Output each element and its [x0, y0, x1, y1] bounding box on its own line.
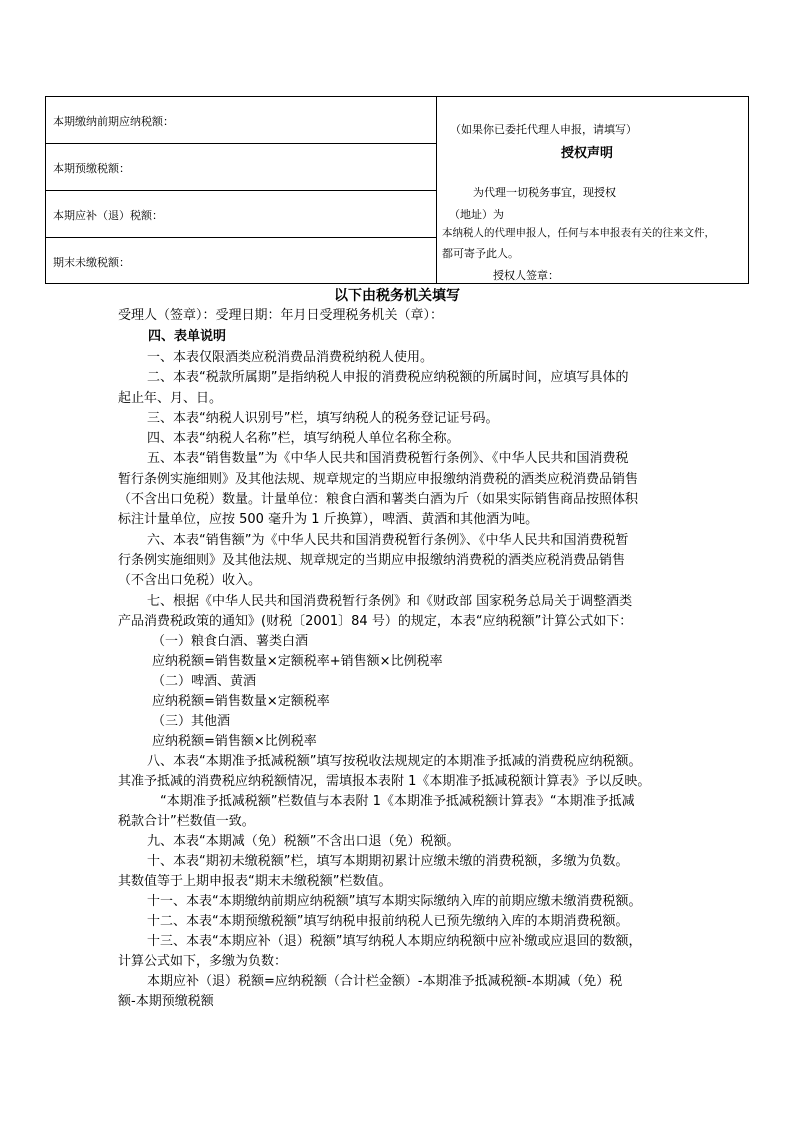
instruction-line: （一）粮食白酒、薯类白酒: [152, 634, 309, 649]
instruction-line: 六、本表“销售额”为《中华人民共和国消费税暂行条例》、《中华人民共和国消费税暂: [147, 533, 629, 548]
form-row-prior-period-tax: [46, 97, 436, 144]
form-row-unpaid-tax-end: [46, 238, 436, 284]
instruction-line: 八、本表“本期准予抵减税额”填写按税收法规规定的本期准予抵减的消费税应纳税额。: [147, 754, 642, 769]
instruction-line: （二）啤酒、黄酒: [152, 674, 257, 689]
instruction-line: 计算公式如下，多缴为负数：: [118, 954, 288, 969]
authorizer-signature-label: 授权人签章：: [493, 269, 559, 282]
instruction-line: 三、本表“纳税人识别号”栏，填写纳税人的税务登记证号码。: [147, 411, 499, 426]
authorization-address: （地址）为: [449, 208, 504, 221]
instruction-line: 二、本表“税款所属期”是指纳税人申报的消费税应纳税额的所属时间，应填写具体的: [147, 370, 629, 385]
instruction-line: 其数值等于上期申报表“期末未缴税额”栏数值。: [118, 874, 392, 889]
instruction-line: 行条例实施细则》及其他法规、规章规定的当期应申报缴纳消费税的酒类应税消费品销售: [118, 553, 626, 568]
instruction-line: （不含出口免税）收入。: [118, 573, 262, 588]
instruction-line: 十三、本表“本期应补（退）税额”填写纳税人本期应纳税额中应补缴或应退回的数额，: [147, 934, 642, 949]
instruction-line: 七、根据《中华人民共和国消费税暂行条例》和《财政部 国家税务总局关于调整酒类: [147, 594, 633, 609]
form-row-label: 本期缴纳前期应纳税额：: [53, 115, 174, 128]
instruction-line: 五、本表“销售数量”为《中华人民共和国消费税暂行条例》、《中华人民共和国消费税: [147, 451, 629, 466]
instruction-line: （不含出口免税）数量。计量单位：粮食白酒和薯类白酒为斤（如果实际销售商品按照体积: [118, 492, 639, 507]
authorization-statement: [437, 97, 748, 283]
formula-line: 应纳税额=销售额×比例税率: [152, 734, 317, 749]
authorization-text: 为代理一切税务事宜，现授权: [473, 186, 616, 199]
form-row-label: 期末未缴税额：: [53, 256, 130, 269]
instruction-line: 四、本表“纳税人名称”栏，填写纳税人单位名称全称。: [147, 431, 460, 446]
authorization-title: 授权声明: [561, 146, 614, 161]
instruction-line: 九、本表“本期减（免）税额”不含出口退（免）税额。: [147, 834, 460, 849]
declaration-form-table: [45, 96, 749, 284]
instruction-line: 标注计量单位，应按 500 毫升为 1 斤换算），啤酒、黄酒和其他酒为吨。: [118, 512, 539, 527]
instruction-line: 税款合计”栏数值一致。: [118, 814, 255, 829]
section-title: 四、表单说明: [148, 329, 227, 344]
authorization-mail-text: 都可寄予此人。: [442, 247, 519, 260]
form-row-label: 本期应补（退）税额：: [53, 209, 163, 222]
receiver-line: 受理人（签章）：受理日期：年月日受理税务机关（章）：: [118, 308, 444, 323]
instruction-line: 十一、本表“本期缴纳前期应纳税额”填写本期实际缴纳入库的前期应缴未缴消费税额。: [147, 894, 642, 909]
instruction-line: （三）其他酒: [152, 714, 231, 729]
instruction-line: “本期准予抵减税额”栏数值与本表附 1《本期准予抵减税额计算表》“本期准予抵减: [160, 794, 635, 809]
authorization-agent-text: 本纳税人的代理申报人，任何与本申报表有关的往来文件，: [442, 227, 715, 239]
formula-line: 应纳税额=销售数量×定额税率: [152, 694, 330, 709]
instruction-line: 产品消费税政策的通知》(财税〔2001〕84 号）的规定，本表“应纳税额”计算公式如下：: [118, 614, 633, 629]
form-row-payable-refund-tax: [46, 191, 436, 238]
form-row-label: 本期预缴税额：: [53, 162, 130, 175]
formula-line: 额-本期预缴税额: [118, 994, 214, 1009]
tax-amounts-column: [46, 97, 437, 283]
instruction-line: 十二、本表“本期预缴税额”填写纳税申报前纳税人已预先缴纳入库的本期消费税额。: [147, 914, 629, 929]
instruction-line: 一、本表仅限酒类应税消费品消费税纳税人使用。: [147, 350, 434, 365]
form-row-prepaid-tax: [46, 144, 436, 191]
formula-line: 应纳税额=销售数量×定额税率+销售额×比例税率: [152, 654, 443, 669]
instruction-line: 其准予抵减的消费税应纳税额情况，需填报本表附 1《本期准予抵减税额计算表》予以反映。: [118, 774, 651, 789]
instruction-line: 暂行条例实施细则》及其他法规、规章规定的当期应申报缴纳消费税的酒类应税消费品销售: [118, 472, 639, 487]
instruction-line: 十、本表“期初未缴税额”栏，填写本期期初累计应缴未缴的消费税额，多缴为负数。: [147, 854, 629, 869]
formula-line: 本期应补（退）税额=应纳税额（合计栏金额）-本期准予抵减税额-本期减（免）税: [147, 974, 623, 989]
authorization-note: （如果你已委托代理人申报，请填写）: [450, 123, 637, 136]
tax-office-heading: 以下由税务机关填写: [334, 288, 460, 304]
instruction-line: 起止年、月、日。: [118, 391, 223, 406]
